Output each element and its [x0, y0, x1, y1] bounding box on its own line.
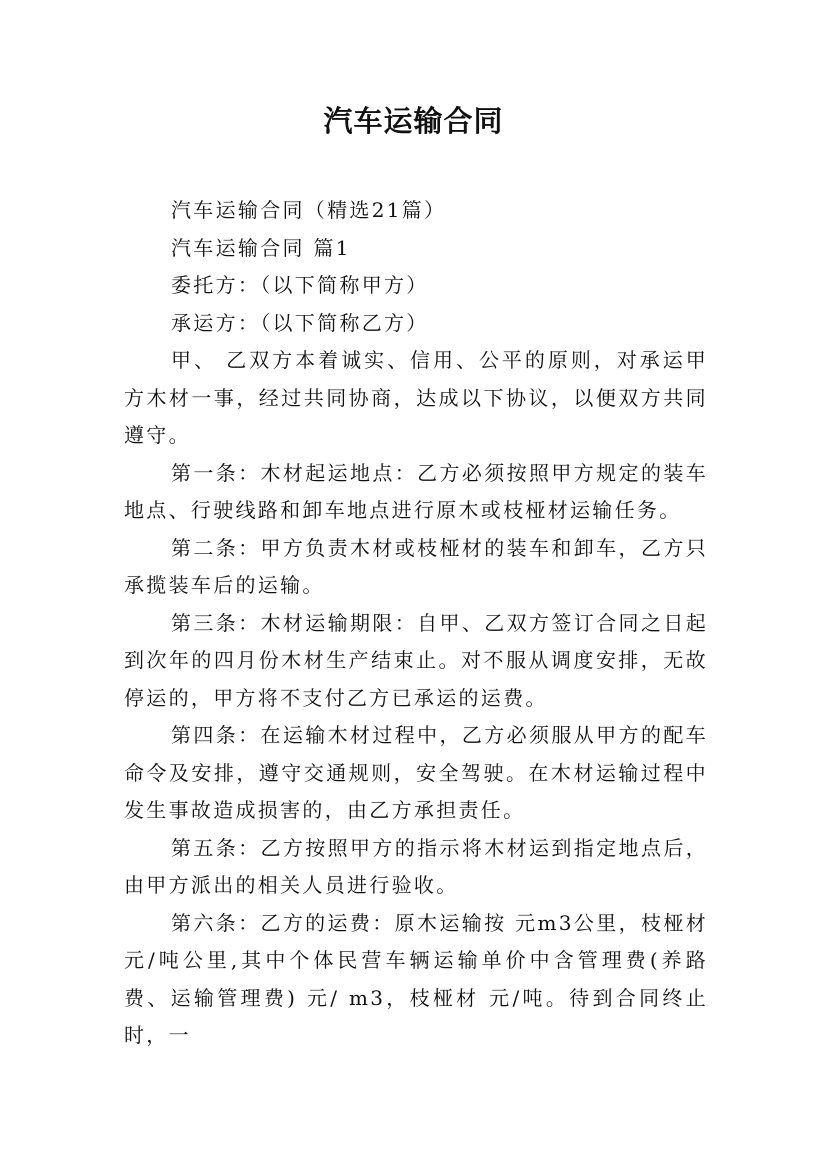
- paragraph-section-heading: 汽车运输合同 篇1: [171, 235, 351, 260]
- paragraph-article-4: 第四条：在运输木材过程中，乙方必须服从甲方的配车命令及安排，遵守交通规则，安全驾驶。在木材运输过程中发生事故造成损害的，由乙方承担责任。: [124, 723, 708, 822]
- paragraph-article-6: 第六条：乙方的运费：原木运输按 元m3公里，枝桠材元/吨公里,其中个体民营车辆运输单价中含管理费(养路费、运输管理费) 元/ m3，枝桠材 元/吨。待到合同终止时，一: [124, 910, 708, 1047]
- paragraph-preamble: 甲、 乙双方本着诚实、信用、公平的原则，对承运甲方木材一事，经过共同协商，达成以下协议，以便双方共同遵守。: [124, 348, 708, 447]
- document-body: [124, 192, 708, 1055]
- paragraph-article-5: 第五条：乙方按照甲方的指示将木材运到指定地点后，由甲方派出的相关人员进行验收。: [124, 835, 708, 897]
- paragraph-article-1: 第一条：木材起运地点：乙方必须按照甲方规定的装车地点、行驶线路和卸车地点进行原木或枝桠材运输任务。: [124, 460, 708, 522]
- paragraph-party-a: 委托方：（以下简称甲方）: [171, 273, 429, 297]
- paragraph-article-3: 第三条：木材运输期限：自甲、乙双方签订合同之日起到次年的四月份木材生产结束止。对不服从调度安排，无故停运的，甲方将不支付乙方已承运的运费。: [124, 610, 708, 710]
- document-title: 汽车运输合同: [323, 104, 504, 138]
- paragraph-party-b: 承运方：（以下简称乙方）: [171, 310, 429, 335]
- paragraph-article-2: 第二条：甲方负责木材或枝桠材的装车和卸车，乙方只承揽装车后的运输。: [124, 535, 708, 597]
- paragraph-subtitle: 汽车运输合同（精选21篇）: [171, 198, 447, 222]
